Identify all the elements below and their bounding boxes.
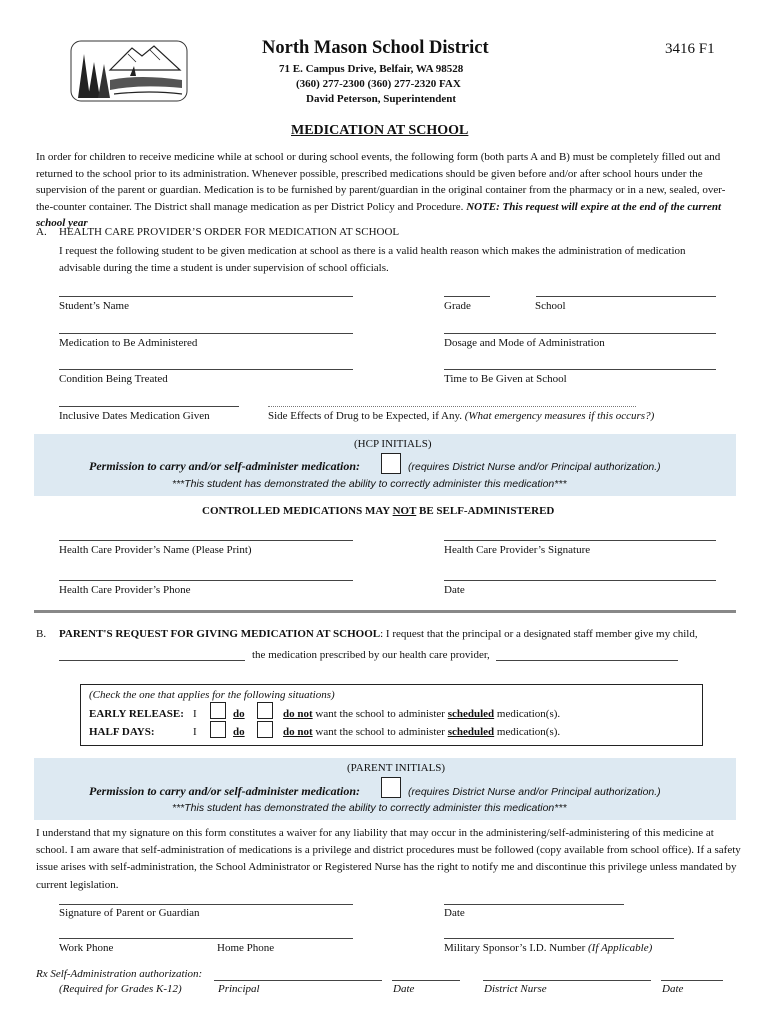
section-a-request: I request the following student to be given medication at school as there is a valid health reason which makes the administration of medication advisable during the time a student is under supervision of school officials. [59, 245, 686, 274]
condition-line[interactable] [59, 369, 353, 370]
superintendent: David Peterson, Superintendent [306, 93, 457, 105]
time-label: Time to Be Given at School [444, 373, 567, 385]
student-name-line[interactable] [59, 296, 353, 297]
student-name-label: Student’s Name [59, 300, 129, 312]
principal-date-line[interactable] [392, 980, 460, 981]
medication-label: Medication to Be Administered [59, 337, 198, 349]
parent-permission-note: (requires District Nurse and/or Principal authorization.) [408, 786, 661, 798]
nurse-date-line[interactable] [661, 980, 723, 981]
work-phone-label: Work Phone [59, 942, 114, 954]
condition-label: Condition Being Treated [59, 373, 168, 385]
principal-date-label: Date [393, 983, 415, 995]
district-phone: (360) 277-2300 (360) 277-2320 FAX [296, 78, 461, 90]
grade-line[interactable] [444, 296, 490, 297]
side-effects-text: Side Effects of Drug to be Expected, if Any. [268, 410, 462, 422]
rx-auth-label: Rx Self-Administration authorization: [36, 968, 203, 980]
provider-phone-line[interactable] [59, 580, 353, 581]
section-a-heading: HEALTH CARE PROVIDER’S ORDER FOR MEDICATION AT SCHOOL [59, 226, 400, 238]
rx-required-label: (Required for Grades K-12) [59, 983, 182, 995]
intro-paragraph [36, 149, 742, 232]
hcp-permission-note: (requires District Nurse and/or Principal authorization.) [408, 461, 661, 473]
provider-signature-label: Health Care Provider’s Signature [444, 544, 591, 556]
hcp-demonstrated-note: ***This student has demonstrated the ability to correctly administer this medication*** [172, 478, 567, 490]
parent-date-label: Date [444, 907, 465, 919]
half-days-post: medication(s). [494, 726, 561, 738]
side-effects-line[interactable] [268, 406, 636, 407]
military-line[interactable] [444, 938, 674, 939]
parent-signature-label: Signature of Parent or Guardian [59, 907, 200, 919]
district-logo [70, 40, 188, 102]
intro-note: NOTE: This request will expire at the end of the current school year [36, 200, 722, 229]
district-name: North Mason School District [262, 38, 489, 58]
dates-label: Inclusive Dates Medication Given [59, 410, 210, 422]
provider-name-label: Health Care Provider’s Name (Please Print) [59, 544, 252, 556]
section-divider [34, 610, 736, 613]
half-days-do: do [233, 726, 245, 738]
military-label [444, 942, 652, 954]
home-phone-label: Home Phone [217, 942, 275, 954]
time-line[interactable] [444, 369, 716, 370]
provider-date-label: Date [444, 584, 465, 596]
medication-line[interactable] [59, 333, 353, 334]
half-days-do-not-checkbox[interactable] [257, 721, 273, 738]
military-text: Military Sponsor’s I.D. Number [444, 942, 586, 954]
controlled-post: BE SELF-ADMINISTERED [416, 505, 555, 517]
intro-text: In order for children to receive medicine while at school or during school events, the following form (both parts A and B) must be completely filled out and returned to the school prior to its administration. Whenever possible, prescribed medications should be given before and/or after school hours under the supervision of the parent or guardian. Medication is to be furnished by parent/guardian in the original container from the pharmacy or in a new, sealed, over-the-counter container. The District shall manage medication as per District Policy and Procedure. [36, 151, 726, 213]
controlled-not: NOT [392, 505, 417, 517]
early-release-do-not-checkbox[interactable] [257, 702, 273, 719]
section-b-heading: PARENT'S REQUEST FOR GIVING MEDICATION AT SCHOOL [59, 628, 381, 640]
early-release-text [283, 708, 560, 720]
nurse-label: District Nurse [484, 983, 547, 995]
section-b-heading-rest: : I request that the principal or a designated staff member give my child, [380, 628, 698, 640]
hcp-initials-label: (HCP INITIALS) [354, 438, 432, 450]
dosage-label: Dosage and Mode of Administration [444, 337, 605, 349]
principal-label: Principal [218, 983, 260, 995]
parent-initials-box[interactable] [381, 777, 401, 798]
work-phone-line[interactable] [59, 938, 353, 939]
early-release-label: EARLY RELEASE: [89, 708, 184, 720]
half-days-label: HALF DAYS: [89, 726, 155, 738]
check-instruction: (Check the one that applies for the following situations) [89, 689, 335, 701]
provider-date-line[interactable] [444, 580, 716, 581]
prescribed-text: the medication prescribed by our health care provider, [252, 649, 490, 661]
section-a-letter: A. [36, 226, 47, 238]
early-release-post: medication(s). [494, 708, 561, 720]
parent-permission-label: Permission to carry and/or self-administer medication: [89, 784, 361, 798]
early-release-do-checkbox[interactable] [210, 702, 226, 719]
parent-date-line[interactable] [444, 904, 624, 905]
provider-phone-label: Health Care Provider’s Phone [59, 584, 191, 596]
early-release-scheduled: scheduled [447, 708, 495, 720]
dates-line[interactable] [59, 406, 239, 407]
parent-demonstrated-note: ***This student has demonstrated the ability to correctly administer this medication*** [172, 802, 567, 814]
school-line[interactable] [536, 296, 716, 297]
nurse-line[interactable] [483, 980, 651, 981]
controlled-pre: CONTROLLED MEDICATIONS MAY [202, 505, 393, 517]
half-days-do-not: do not [283, 726, 313, 738]
military-note: (If Applicable) [588, 942, 653, 954]
early-release-want: want the school to administer [312, 708, 448, 720]
half-days-i: I [193, 726, 197, 738]
nurse-date-label: Date [662, 983, 684, 995]
hcp-permission-label: Permission to carry and/or self-administer medication: [89, 459, 361, 473]
principal-line[interactable] [214, 980, 382, 981]
grade-label: Grade [444, 300, 471, 312]
half-days-scheduled: scheduled [447, 726, 495, 738]
child-name-line[interactable] [59, 660, 245, 661]
provider-name-line[interactable] [59, 540, 353, 541]
dosage-line[interactable] [444, 333, 716, 334]
school-label: School [535, 300, 566, 312]
controlled-medications-notice [202, 505, 554, 517]
half-days-want: want the school to administer [312, 726, 448, 738]
early-release-do-not: do not [283, 708, 313, 720]
waiver-paragraph: I understand that my signature on this form constitutes a waiver for any liability that may occur in the administering/self-administering of this medicine at school. I am aware that self-administration of medications is a privilege and district procedures must be followed (copy available from school office). If a safety issue arises with self-administration, the School Administrator or Registered Nurse has the right to notify me and discontinue this privilege unless mandated by current legislation. [36, 827, 741, 891]
provider-line-b[interactable] [496, 660, 678, 661]
half-days-text [283, 726, 560, 738]
half-days-do-checkbox[interactable] [210, 721, 226, 738]
section-b-letter: B. [36, 628, 47, 640]
form-code: 3416 F1 [665, 41, 715, 57]
side-effects-label [268, 410, 654, 422]
form-title: MEDICATION AT SCHOOL [291, 123, 469, 138]
section-b-heading-row [59, 628, 698, 640]
early-release-i: I [193, 708, 197, 720]
parent-initials-label: (PARENT INITIALS) [347, 762, 446, 774]
early-release-do: do [233, 708, 245, 720]
hcp-initials-box[interactable] [381, 453, 401, 474]
side-effects-note: (What emergency measures if this occurs?) [464, 410, 655, 422]
parent-signature-line[interactable] [59, 904, 353, 905]
district-address: 71 E. Campus Drive, Belfair, WA 98528 [279, 63, 464, 75]
provider-signature-line[interactable] [444, 540, 716, 541]
